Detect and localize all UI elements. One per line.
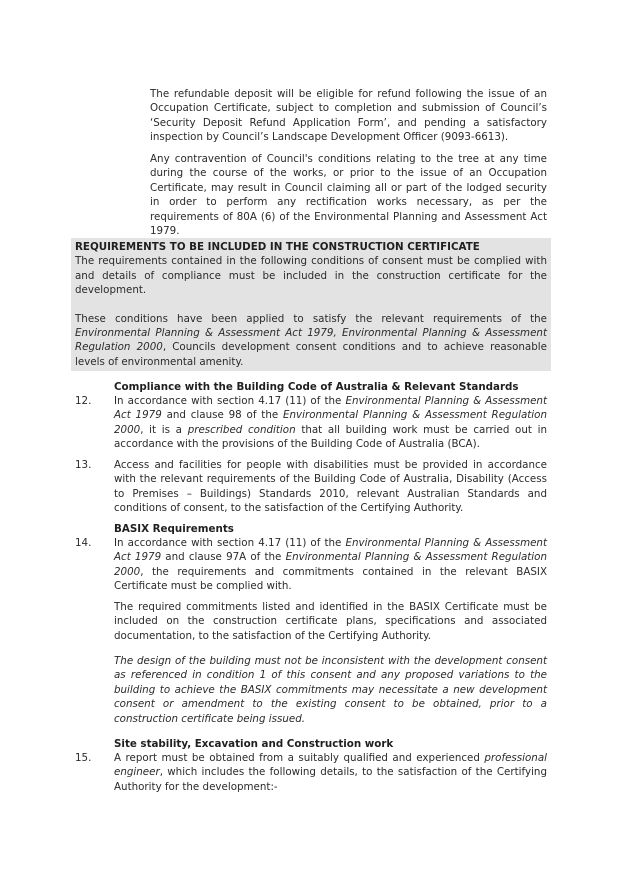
basix-section-heading: BASIX Requirements	[114, 523, 234, 535]
contravention-paragraph: Any contravention of Council's conditions relating to the tree at any time during the course of the works, or prior to the issue of an Occupation Certificate, may result in Council claiming all or part of the lodged security in order to perform any rectification works necessary, as per the requirements of 80A (6) of the Environmental Planning and Assessment Act 1979.	[150, 153, 547, 238]
condition-12-number: 12.	[75, 395, 92, 407]
construction-certificate-box	[71, 238, 551, 371]
site-stability-section-heading: Site stability, Excavation and Construction work	[114, 738, 394, 750]
condition-14-commitments-paragraph: The required commitments listed and identified in the BASIX Certificate must be included on the construction certificate plans, specifications and associated documentation, to the satisfaction of the Certifying Authority.	[114, 601, 547, 642]
condition-14-text: In accordance with section 4.17 (11) of the Environmental Planning & Assessment Act 1979 and clause 97A of the Environmental Planning & Assessment Regulation 2000, the requirements and commitments contained in the relevant BASIX Certificate must be complied with.	[114, 537, 547, 593]
refund-deposit-paragraph: The refundable deposit will be eligible for refund following the issue of an Occupation Certificate, subject to completion and submission of Council’s ‘Security Deposit Refund Application Form’, and pending a satisfactory inspection by Council’s Landscape Development Officer (9093-6613).	[150, 88, 547, 144]
condition-13-text: Access and facilities for people with disabilities must be provided in accordance with the relevant requirements of the Building Code of Australia, Disability (Access to Premises – Buildings) Standards 2010, relevant Australian Standards and conditions of consent, to the satisfaction of the Certifying Authority.	[114, 459, 547, 515]
cc-requirements-paragraph: The requirements contained in the following conditions of consent must be complied with and details of compliance must be included in the construction certificate for the development.	[75, 255, 547, 297]
condition-13-number: 13.	[75, 459, 92, 471]
construction-certificate-heading: REQUIREMENTS TO BE INCLUDED IN THE CONSTRUCTION CERTIFICATE	[75, 241, 480, 253]
condition-15-number: 15.	[75, 752, 92, 764]
condition-15-text: A report must be obtained from a suitably qualified and experienced professional engineer, which includes the following details, to the satisfaction of the Certifying Authority for the development:-	[114, 752, 547, 793]
condition-14-number: 14.	[75, 537, 92, 549]
cc-conditions-paragraph: These conditions have been applied to satisfy the relevant requirements of the Environmental Planning & Assessment Act 1979, Environmental Planning & Assessment Regulation 2000, Councils development consent conditions and to achieve reasonable levels of environmental amenity.	[75, 312, 547, 368]
condition-12-text: In accordance with section 4.17 (11) of the Environmental Planning & Assessment Act 1979 and clause 98 of the Environmental Planning & Assessment Regulation 2000, it is a prescribed condition that all building work must be carried out in accordance with the provisions of the Building Code of Australia (BCA).	[114, 395, 547, 451]
condition-14-design-paragraph: The design of the building must not be inconsistent with the development consent as referenced in condition 1 of this consent and any proposed variations to the building to achieve the BASIX commitments may necessitate a new development consent or amendment to the existing consent to be obtained, prior to a construction certificate being issued.	[114, 655, 547, 725]
bca-section-heading: Compliance with the Building Code of Australia & Relevant Standards	[114, 381, 519, 393]
